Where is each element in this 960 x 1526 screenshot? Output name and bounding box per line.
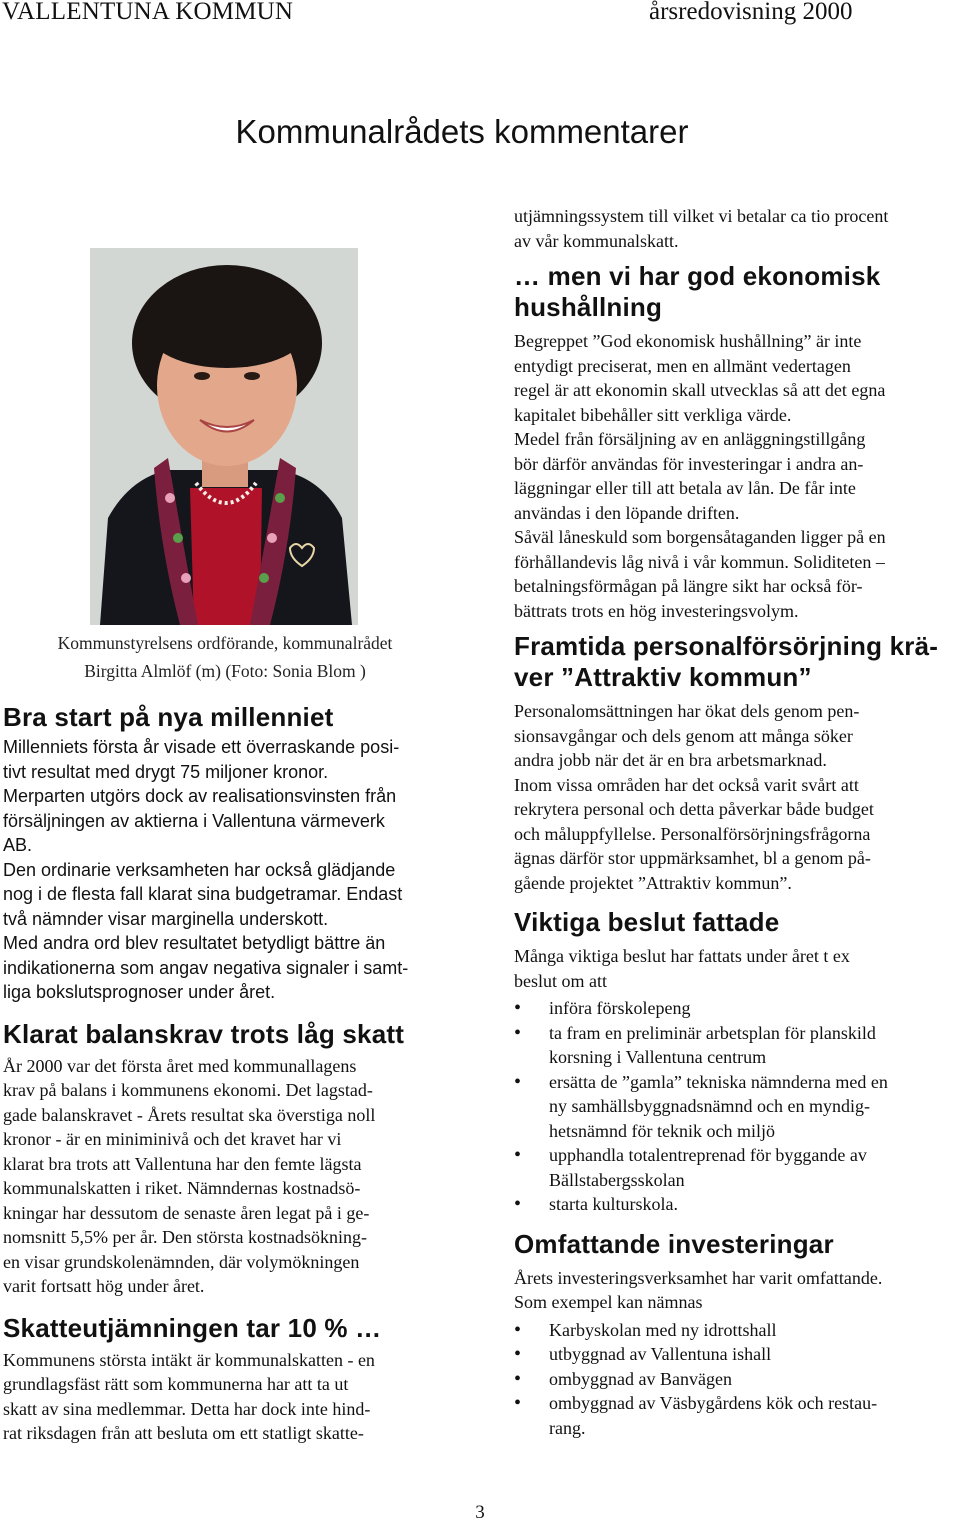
text-line: varit fortsatt hög under året.: [3, 1276, 205, 1296]
paragraph: [3, 735, 453, 784]
text-line: ägnas därför stor uppmärksamhet, bl a genom på-: [514, 848, 871, 868]
text-line: Personalomsättningen har ökat dels genom pen-: [514, 701, 860, 721]
list-item: [514, 1143, 960, 1192]
decisions-list: [514, 996, 960, 1217]
text-line: klarat bra trots att Vallentuna har den femte lägsta: [3, 1153, 362, 1174]
text-line: Den ordinarie verksamheten har också glädjande: [3, 859, 396, 880]
text-line: nog i de flesta fall klarat sina budgetramar. Endast: [3, 884, 403, 904]
text-line: tivt resultat med drygt 75 miljoner kronor.: [3, 761, 329, 782]
left-column: [3, 702, 453, 1446]
text-line: År 2000 var det första året med kommunallagens: [3, 1055, 357, 1076]
text-line: grundlagsfäst rätt som kommunerna har att ta ut: [3, 1374, 349, 1394]
text-line: kronor - är en miniminivå och det kravet har vi: [3, 1129, 342, 1149]
investments-list: [514, 1318, 960, 1441]
text-line: och måluppfyllelse. Personalförsörjningsfrågorna: [514, 823, 871, 844]
text-line: beslut om att: [514, 970, 607, 991]
right-column: [514, 204, 960, 1440]
text-line: andra jobb när det är en bra arbetsmarknad.: [514, 750, 827, 770]
bullet-icon: •: [514, 1144, 522, 1166]
text-line: upphandla totalentreprenad för byggande av: [549, 1145, 867, 1165]
text-line: regel är att ekonomin skall utvecklas så att det egna: [514, 380, 886, 400]
text-line: ersätta de ”gamla” tekniska nämnderna med en: [549, 1071, 888, 1092]
bullet-icon: •: [514, 1193, 522, 1215]
paragraph: [3, 931, 453, 1005]
text-line: korsning i Vallentuna centrum: [549, 1047, 767, 1067]
paragraph: [514, 525, 960, 623]
heading-omfattande-investeringar: Omfattande investeringar: [514, 1228, 834, 1259]
bullet-icon: •: [514, 1367, 522, 1390]
paragraph: [3, 1054, 453, 1299]
list-item: [514, 996, 960, 1021]
header-report-title: årsredovisning 2000: [649, 0, 853, 25]
list-item: [514, 1342, 960, 1367]
text-line: Begreppet ”God ekonomisk hushållning” är inte: [514, 331, 862, 351]
heading-viktiga-beslut: Viktiga beslut fattade: [514, 907, 780, 937]
text-line: rang.: [549, 1417, 586, 1438]
text-line: Årets investeringsverksamhet har varit omfattande.: [514, 1267, 883, 1288]
text-line: en visar grundskolenämnden, där volymökningen: [3, 1251, 360, 1272]
text-line: kapitalet bibehåller sitt verkliga värde.: [514, 404, 792, 425]
text-line: hetsnämnd för teknik och miljö: [549, 1120, 775, 1141]
text-line: införa förskolepeng: [549, 998, 691, 1018]
heading-framtida-personalforsorjning: [514, 631, 960, 693]
text-line: kningar har dessutom de senaste åren legat på i ge-: [3, 1202, 370, 1223]
paragraph: [514, 427, 960, 525]
text-line: gående projektet ”Attraktiv kommun”.: [514, 872, 792, 893]
text-line: läggningar eller till att betala av lån. De får inte: [514, 478, 856, 498]
text-line: bättrats trots en hög investeringsvolym.: [514, 600, 799, 621]
text-line: försäljningen av aktierna i Vallentuna värmeverk: [3, 810, 385, 831]
text-line: ombyggnad av Banvägen: [549, 1368, 732, 1389]
heading-balanskrav: Klarat balanskrav trots låg skatt: [3, 1018, 405, 1049]
text-line: Som exempel kan nämnas: [514, 1292, 703, 1312]
text-line: bör därför användas för investeringar i andra an-: [514, 453, 864, 474]
list-item: [514, 1192, 960, 1217]
text-line: rekrytera personal och detta påverkar både budget: [514, 799, 874, 819]
text-line: AB.: [3, 835, 33, 855]
paragraph: [3, 858, 453, 932]
heading-skatteutjamningen: Skatteutjämningen tar 10 % …: [3, 1312, 382, 1343]
heading-bra-start: Bra start på nya millenniet: [3, 702, 334, 732]
text-line: gade balanskravet - Årets resultat ska överstiga noll: [3, 1104, 376, 1125]
text-line: Karbyskolan med ny idrottshall: [549, 1319, 777, 1340]
text-line: starta kulturskola.: [549, 1194, 678, 1214]
bullet-icon: •: [514, 1318, 522, 1341]
photo-caption-line-2: Birgitta Almlöf (m) (Foto: Sonia Blom ): [84, 661, 366, 681]
text-line: förhållandevis låg nivå i vår kommun. Soliditeten –: [514, 551, 885, 572]
text-line: utbyggnad av Vallentuna ishall: [549, 1344, 772, 1364]
list-item: [514, 1367, 960, 1392]
text-line: Merparten utgörs dock av realisationsvinsten från: [3, 786, 397, 806]
text-line: Bällstabergsskolan: [549, 1169, 685, 1190]
list-item: [514, 1318, 960, 1343]
bullet-icon: •: [514, 1070, 522, 1093]
text-line: utjämningssystem till vilket vi betalar ca tio procent: [514, 206, 889, 226]
text-line: rat riksdagen från att besluta om ett statligt skatte-: [3, 1423, 364, 1443]
text-line: Millenniets första år visade ett överraskande posi-: [3, 737, 400, 757]
page-header: [0, 0, 960, 26]
text-line: Kommunens största intäkt är kommunalskatten - en: [3, 1349, 375, 1370]
text-line: av vår kommunalskatt.: [514, 230, 679, 251]
text-line: användas i den löpande driften.: [514, 502, 740, 523]
text-line: betalningsförmågan på längre sikt har också för-: [514, 576, 863, 596]
heading-line: hushållning: [514, 292, 663, 322]
heading-line: … men vi har god ekonomisk: [514, 261, 881, 291]
text-line: sionsavgångar och dels genom att många söker: [514, 725, 853, 746]
text-line: ny samhällsbyggnadsnämnd och en myndig-: [549, 1096, 870, 1116]
text-line: ombyggnad av Väsbygårdens kök och restau-: [549, 1393, 878, 1413]
text-line: Såväl låneskuld som borgensåtaganden ligger på en: [514, 527, 886, 547]
paragraph: [3, 1348, 453, 1446]
text-line: Medel från försäljning av en anläggningstillgång: [514, 429, 866, 449]
paragraph: [514, 944, 960, 993]
portrait-photo: [90, 248, 358, 625]
text-line: entydigt preciserat, men en allmänt vedertagen: [514, 355, 851, 376]
text-line: liga bokslutsprognoser under året.: [3, 982, 276, 1002]
photo-caption-line-1: Kommunstyrelsens ordförande, kommunalrådet: [57, 633, 393, 653]
bullet-icon: •: [514, 1392, 522, 1414]
text-line: två nämnder visar marginella underskott.: [3, 908, 329, 929]
paragraph: [514, 699, 960, 773]
heading-line: Framtida personalförsörjning krä-: [514, 631, 939, 661]
paragraph: [514, 204, 960, 253]
paragraph: [3, 784, 453, 858]
page-number: 3: [475, 1502, 485, 1523]
text-line: indikationerna som angav negativa signaler i samt-: [3, 957, 409, 978]
bullet-icon: •: [514, 997, 522, 1019]
text-line: krav på balans i kommunens ekonomi. Det lagstad-: [3, 1080, 373, 1100]
paragraph: [514, 1266, 960, 1315]
text-line: Inom vissa områden har det också varit svårt att: [514, 774, 859, 795]
bullet-icon: •: [514, 1343, 522, 1365]
list-item: [514, 1021, 960, 1070]
paragraph: [514, 329, 960, 427]
heading-god-ekonomisk-hushallning: [514, 261, 960, 323]
text-line: Med andra ord blev resultatet betydligt bättre än: [3, 933, 386, 953]
text-line: skatt av sina medlemmar. Detta har dock inte hind-: [3, 1398, 371, 1419]
bullet-icon: •: [514, 1021, 522, 1044]
text-line: nomsnitt 5,5% per år. Den största kostnadsökning-: [3, 1227, 367, 1247]
header-municipality: VALLENTUNA KOMMUN: [2, 0, 294, 25]
paragraph: [514, 773, 960, 896]
list-item: [514, 1391, 960, 1440]
text-line: kommunalskatten i riket. Nämndernas kostnadsö-: [3, 1178, 361, 1198]
text-line: Många viktiga beslut har fattats under året t ex: [514, 946, 850, 966]
heading-line: ver ”Attraktiv kommun”: [514, 662, 812, 692]
page-title: Kommunalrådets kommentarer: [235, 113, 689, 150]
text-line: ta fram en preliminär arbetsplan för planskild: [549, 1022, 876, 1043]
list-item: [514, 1070, 960, 1144]
